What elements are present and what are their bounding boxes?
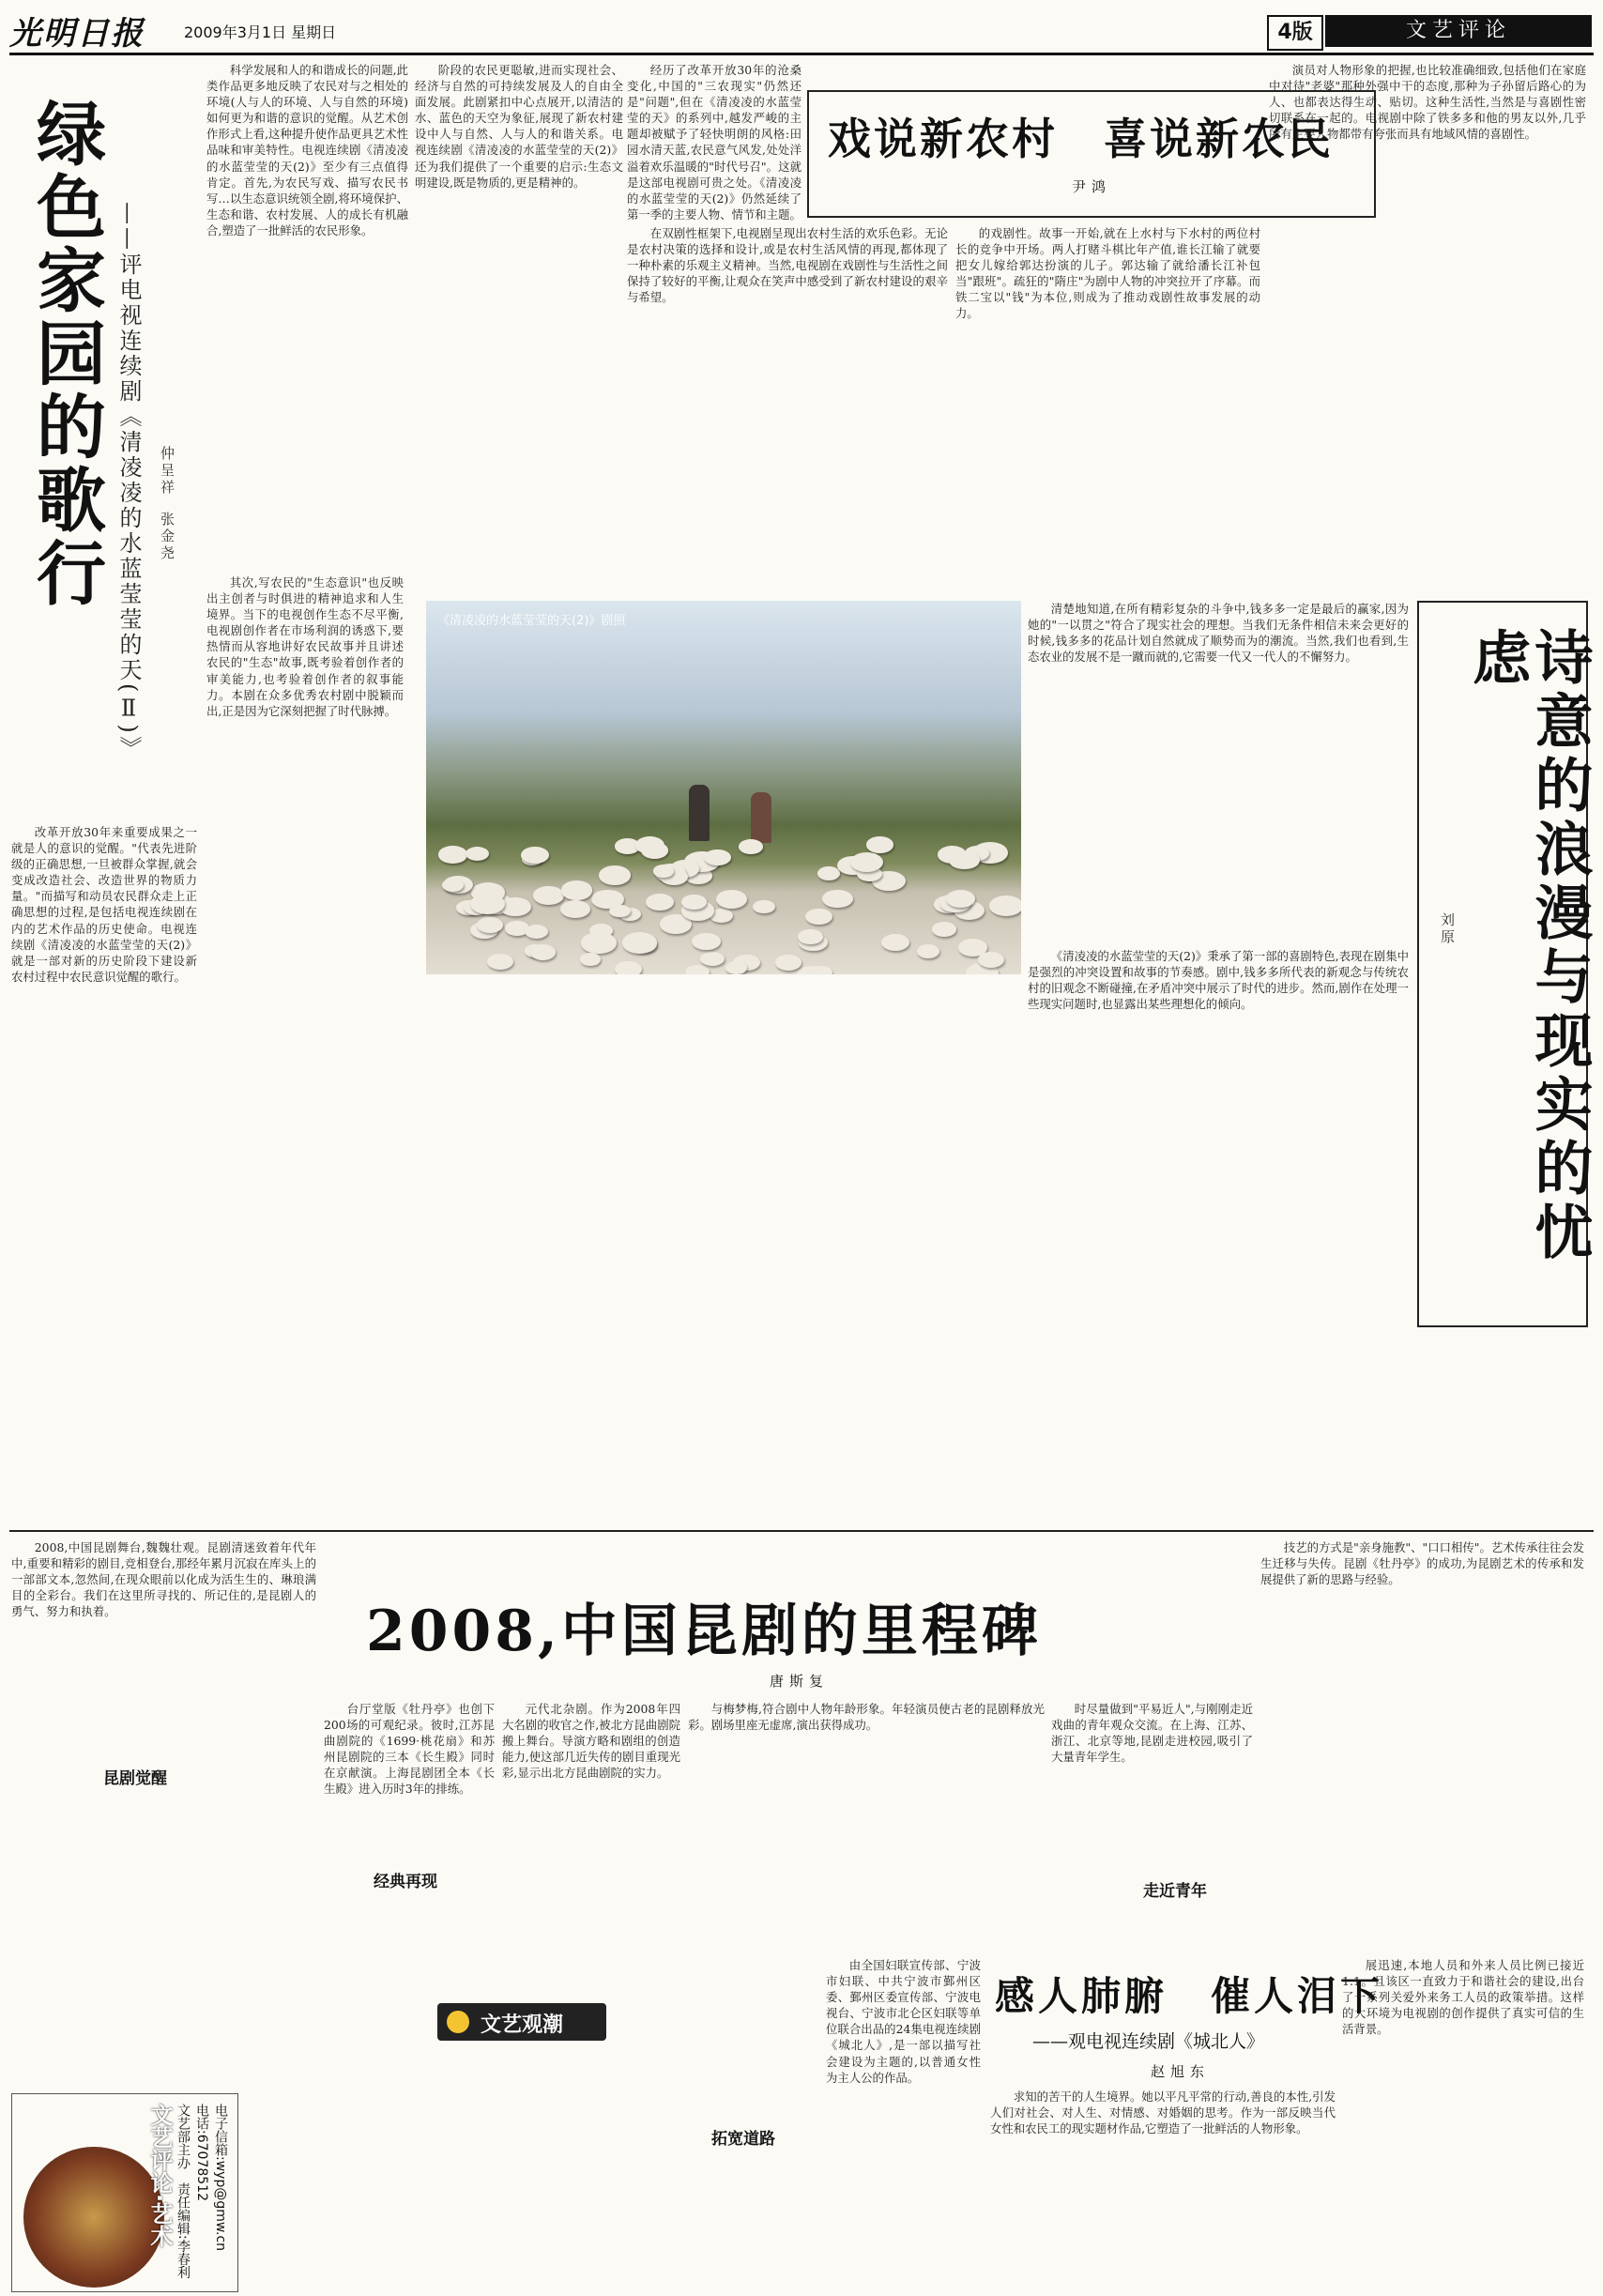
sheep — [775, 955, 802, 971]
sheep — [581, 932, 616, 953]
article1-col2: 阶段的农民更聪敏,进而实现社会、经济与自然的可持续发展及人的自由全面发展。此剧紧扣中心点展开,以清洁的水、蓝色的天空为象征,展现了新农村建设中人与自然、人与人的和谐关系。电视连续剧《清凌凌的水蓝莹莹的天(2)》还为我们提供了一个重要的启示:生态文明建设,既是物质的,更是精神的。 — [415, 63, 623, 190]
sheep — [809, 966, 832, 974]
article4-col5: 时尽量做到"平易近人",与刚刚走近戏曲的青年观众交流。在上海、江苏、浙江、北京等地,昆剧走进校园,吸引了大量青年学生。 — [1051, 1702, 1253, 1765]
article5-col3: 展迅速,本地人员和外来人员比例已接近1:1。且该区一直致力于和谐社会的建设,出台了一系列关爱外来务工人员的政策举措。这样的大环境为电视剧的创作提供了真实可信的生活背景。 — [1342, 1958, 1584, 2037]
sheep — [533, 886, 564, 905]
sheep — [681, 895, 706, 910]
article3-col1: 清楚地知道,在所有精彩复杂的斗争中,钱多多一定是最后的赢家,因为她的"一以贯之"符合了现实社会的理想。当我们无条件相信未来会更好的时候,钱多多的花品计划自然就成了顺势而为的潮流。当然,我们也看到,生态农业的发展不是一蹴而就的,它需要一代又一代人的不懈努力。 — [1028, 602, 1409, 665]
masthead — [9, 6, 1594, 55]
sheep — [866, 836, 893, 853]
sheep — [932, 922, 956, 936]
sun-icon — [447, 2011, 469, 2033]
sheep — [442, 879, 464, 892]
article4-col1: 2008,中国昆剧舞台,魏魏壮观。昆剧清迷致着年代年中,重要和精彩的剧目,竞相登台,那经年累月沉寂在库头上的一部部文本,忽然间,在现众眼前以化成为活生生的、琳琅满目的全彩台。我们在这里所寻找的、所记住的,是昆剧人的勇气、努力和执着。 — [11, 1540, 316, 1619]
article2-author: 尹鸿 — [1072, 178, 1112, 195]
photo-caption: 《清凌凌的水蓝莹莹的天(2)》剧照 — [437, 614, 626, 628]
sheep — [622, 932, 657, 953]
article4-col3: 元代北杂剧。作为2008年四大名剧的收官之作,被北方昆曲剧院搬上舞台。导演方略和剧组的创造能力,使这部几近失传的剧目重现光彩,显示出北方昆曲剧院的实力。 — [502, 1702, 680, 1781]
article4-author: 唐斯复 — [770, 1673, 830, 1690]
column-tag-label: 文艺观潮 — [481, 2013, 564, 2037]
sheep — [989, 895, 1021, 916]
sheep — [438, 846, 467, 863]
article2-col2: 的戏剧性。故事一开始,就在上水村与下水村的两位村长的竞争中开场。两人打赌斗棋比年产值,谁长江输了就要把女儿嫁给郭达扮演的儿子。郭达输了就给潘长江补包当"跟班"。疏狂的"隋庄"为剧中人物的冲突拉开了序幕。而铁二宝以"钱"为本位,则成为了推动戏剧性故事发展的动力。 — [955, 226, 1260, 321]
sheep — [487, 954, 513, 970]
article1-author2: 张金尧 — [159, 512, 176, 562]
contact-box — [11, 2093, 238, 2292]
subhead-classics-revived: 经典再现 — [374, 1873, 437, 1891]
sheep — [615, 961, 642, 974]
sheep — [978, 952, 1004, 968]
sheep — [805, 909, 832, 925]
sheep — [692, 933, 721, 951]
newspaper-logo: 光明日报 — [9, 15, 145, 53]
article5-author: 赵旭东 — [1151, 2063, 1211, 2080]
article1-col1: 科学发展和人的和谐成长的问题,此类作品更多地反映了农民对与之相处的环境(人与人的环境、人与自然的环境)如何更为和谐的意识的觉醒。从艺术创作形式上看,这种提升使作品更具艺术性品味和审美特性。电视连续剧《清凌凌的水蓝莹莹的天(2)》至少有三点值得肯定。首先,为农民写戏、描写农民书写…以生态意识统领全剧,将环境保护、生态和谐、农村发展、人的成长有机融合,塑造了一批鲜活的农民形象。 — [206, 63, 408, 237]
sheep — [881, 934, 909, 951]
article1-col3: 改革开放30年来重要成果之一就是人的意识的觉醒。"代表先进阶级的正确思想,一旦被群众掌握,就会变成改造社会、改造世界的物质力量。"而描写和动员农民群众走上正确思想的过程,是包括电视连续剧在内的艺术作品的历史使命。电视连续剧《清凌凌的水蓝莹莹的天(2)》就是一部对新的历史阶段下建设新农村过程中农民意识觉醒的歌行。 — [11, 825, 197, 984]
sheep — [739, 839, 763, 854]
article4-title: 2008,中国昆剧的里程碑 — [366, 1599, 1042, 1664]
article1-subtitle: ——评电视连续剧《清凌凌的水蓝莹莹的天(Ⅱ)》 — [115, 202, 142, 761]
contact-email: 电子信箱:wyp@gmw.cn — [213, 2104, 228, 2252]
article5-title: 感人肺腑 催人泪下 — [995, 1973, 1384, 2019]
sheep — [477, 917, 503, 933]
sheep — [917, 944, 939, 958]
sheep — [817, 866, 841, 880]
article1-col4: 其次,写农民的"生态意识"也反映出主创者与时俱进的精神追求和人生境界。当下的电视创作生态不尽平衡,电视剧创作者在市场利润的诱惑下,要热情而从容地讲好农民故事并且讲述农民的"生态"故事,既考验着创作者的审美能力,也考验着创作者的叙事能力。本剧在众多优秀农村剧中脱颖而出,正是因为它深刻把握了时代脉搏。 — [206, 575, 404, 718]
sheep — [725, 961, 747, 974]
article1-author1: 仲呈祥 — [159, 446, 176, 497]
article4-col2: 台厅堂版《牡丹亭》也创下200场的可观纪录。彼时,江苏昆曲剧院的《1699·桃花扇》和苏州昆剧院的三本《长生殿》同时在京献演。上海昆剧团全本《长生殿》进入历时3年的排练。 — [324, 1702, 495, 1797]
sheep — [466, 847, 489, 861]
article3-title-box — [1417, 601, 1594, 1327]
figure-woman — [751, 792, 771, 843]
sheep — [530, 944, 557, 960]
article1-title: 绿色家园的歌行 — [25, 98, 106, 610]
page-number: 4版 — [1267, 15, 1323, 51]
drama-still-photo — [426, 601, 1021, 974]
sheep — [704, 850, 731, 865]
sheep — [798, 929, 822, 944]
sheep — [580, 953, 601, 965]
article4-col4: 与梅梦梅,符合剧中人物年龄形象。年轻演员使古老的昆剧释放光彩。剧场里座无虚席,演出获得成功。 — [688, 1702, 1045, 1733]
sheep — [521, 847, 549, 864]
sheep — [561, 880, 593, 899]
column-tag — [437, 2003, 606, 2041]
sheep — [716, 890, 747, 909]
article3-col2: 《清凌凌的水蓝莹莹的天(2)》秉承了第一部的喜剧特色,表现在剧集中是强烈的冲突设置和故事的节奏感。剧中,钱多多所代表的新观念与传统农村的旧观念不断碰撞,在矛盾冲突中展示了时代的进步。然而,剧作在处理一些现实问题时,也显露出某些理想化的倾向。 — [1028, 949, 1409, 1012]
article2-col3: 演员对人物形象的把握,也比较准确细致,包括他们在家庭中对待"老婆"那种外强中干的态度,那种为子孙留后路心的为人、也都表达得生动、贴切。这种生活性,当然是与喜剧性密切联系在一起的。电视剧中除了铁多多和他的男友以外,几乎所有主要人物都带有夸张而具有地域风情的喜剧性。 — [1269, 63, 1586, 142]
sheep — [525, 925, 548, 939]
sheep — [641, 842, 668, 859]
article5-col1: 由全国妇联宣传部、宁波市妇联、中共宁波市鄞州区委、鄞州区委宣传部、宁波电视台、宁波市北仑区妇联等单位联合出品的24集电视连续剧《城北人》,是一部以描写社会建设为主题的,以普通女性为主人公的作品。 — [826, 1958, 981, 2085]
figure-man — [689, 785, 710, 841]
article5-subtitle: ——观电视连续剧《城北人》 — [1032, 2031, 1265, 2052]
sheep — [599, 865, 632, 885]
article2-col1: 经历了改革开放30年的沧桑变化,中国的"三农现实"仍然还是"问题",但在《清凌凌的水蓝莹莹的天》的系列中,越发严峻的主题却被赋予了轻快明朗的风格:田园水清天蓝,农民意气风发,处处洋溢着欢乐温暖的"时代号召"。这就是这部电视剧可贵之处。《清凌凌的水蓝莹莹的天(2)》仍然延续了第一季的主要人物、情节和主题。 — [627, 63, 802, 222]
sheep — [560, 900, 590, 918]
contact-label: 文艺评论·艺术 — [146, 2104, 173, 2248]
contact-editor: 文艺部主办 责任编辑:李春利 — [176, 2104, 191, 2279]
contact-phone: 电话:67078512 — [194, 2104, 209, 2201]
sheep — [700, 952, 725, 966]
sheep — [949, 851, 980, 870]
subhead-approach-youth: 走近青年 — [1143, 1882, 1207, 1901]
section-title: 文艺评论 — [1325, 15, 1592, 47]
sheep — [653, 865, 675, 878]
sheep — [646, 894, 675, 911]
article3-author: 刘原 — [1439, 912, 1456, 946]
section-divider — [9, 1530, 1594, 1532]
article2-title: 戏说新农村 喜说新农民 — [828, 114, 1334, 164]
sheep — [685, 965, 710, 974]
sheep — [609, 905, 630, 917]
issue-date: 2009年3月1日 星期日 — [184, 23, 337, 41]
article4-col6: 技艺的方式是"亲身施教"、"口口相传"。艺术传承往往会发生迁移与失传。昆剧《牡丹亭》的成功,为昆剧艺术的传承和发展提供了新的思路与经验。 — [1260, 1540, 1584, 1587]
article3-title: 诗意的浪漫与现实的忧虑 — [1463, 627, 1594, 1265]
sheep — [753, 900, 775, 913]
subhead-kunqu-awakening: 昆剧觉醒 — [103, 1769, 167, 1788]
article2-col4: 在双剧性框架下,电视剧呈现出农村生活的欢乐色彩。无论是农村决策的选择和设计,或是农村生活风情的再现,都体现了一种朴素的乐观主义精神。当然,电视剧在戏剧性与生活性之间保持了较好的平衡,让观众在笑声中感受到了新农村建设的艰辛与希望。 — [627, 226, 948, 305]
article5-col2: 求知的苦干的人生境界。她以平凡平常的行动,善良的本性,引发人们对社会、对人生、对情感、对婚姻的思考。作为一部反映当代女性和农民工的现实题材作品,它塑造了一批鲜活的人物形象。 — [990, 2089, 1336, 2136]
subhead-broaden-path: 拓宽道路 — [711, 2130, 775, 2149]
sheep — [822, 890, 852, 908]
